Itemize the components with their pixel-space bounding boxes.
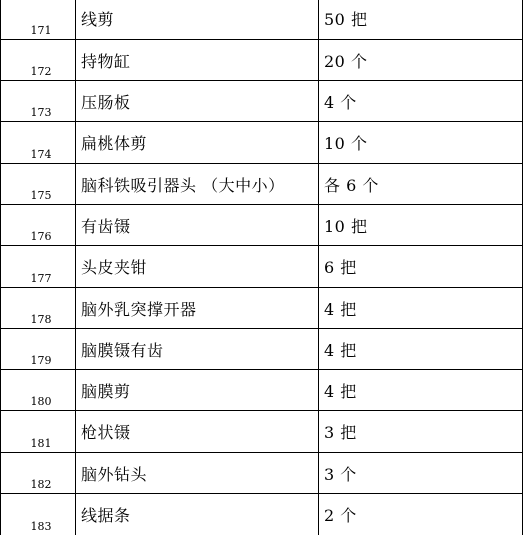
item-name-cell[interactable]: 脑科铁吸引器头 （大中小） bbox=[76, 163, 319, 204]
table-row bbox=[1, 246, 523, 287]
item-name-cell[interactable]: 脑膜剪 bbox=[76, 370, 319, 411]
row-number-cell[interactable]: 172 bbox=[1, 39, 76, 80]
row-number-cell[interactable]: 179 bbox=[1, 328, 76, 369]
row-number-cell[interactable]: 173 bbox=[1, 81, 76, 122]
quantity-cell[interactable]: 4 个 bbox=[319, 81, 523, 122]
item-name-cell[interactable]: 头皮夹钳 bbox=[76, 246, 319, 287]
table-row bbox=[1, 81, 523, 122]
table-row bbox=[1, 39, 523, 80]
item-name-cell[interactable]: 枪状镊 bbox=[76, 411, 319, 452]
table-row bbox=[1, 452, 523, 493]
table-row bbox=[1, 0, 523, 39]
row-number-cell[interactable]: 178 bbox=[1, 287, 76, 328]
table-row bbox=[1, 204, 523, 245]
quantity-cell[interactable]: 3 把 bbox=[319, 411, 523, 452]
quantity-cell[interactable]: 10 把 bbox=[319, 204, 523, 245]
table-row bbox=[1, 370, 523, 411]
row-number-cell[interactable]: 180 bbox=[1, 370, 76, 411]
item-name-cell[interactable]: 持物缸 bbox=[76, 39, 319, 80]
item-name-cell[interactable]: 脑外乳突撑开器 bbox=[76, 287, 319, 328]
row-number-cell[interactable]: 171 bbox=[1, 0, 76, 39]
row-number-cell[interactable]: 177 bbox=[1, 246, 76, 287]
item-name-cell[interactable]: 脑外钻头 bbox=[76, 452, 319, 493]
item-name-cell[interactable]: 线据条 bbox=[76, 494, 319, 535]
row-number-cell[interactable]: 182 bbox=[1, 452, 76, 493]
quantity-cell[interactable]: 3 个 bbox=[319, 452, 523, 493]
table-row bbox=[1, 328, 523, 369]
table-row bbox=[1, 122, 523, 163]
quantity-cell[interactable]: 10 个 bbox=[319, 122, 523, 163]
row-number-cell[interactable]: 183 bbox=[1, 494, 76, 535]
quantity-cell[interactable]: 4 把 bbox=[319, 328, 523, 369]
row-number-cell[interactable]: 174 bbox=[1, 122, 76, 163]
item-name-cell[interactable]: 压肠板 bbox=[76, 81, 319, 122]
quantity-cell[interactable]: 4 把 bbox=[319, 370, 523, 411]
item-name-cell[interactable]: 有齿镊 bbox=[76, 204, 319, 245]
row-number-cell[interactable]: 181 bbox=[1, 411, 76, 452]
quantity-cell[interactable]: 各 6 个 bbox=[319, 163, 523, 204]
item-name-cell[interactable]: 脑膜镊有齿 bbox=[76, 328, 319, 369]
table-row bbox=[1, 163, 523, 204]
quantity-cell[interactable]: 50 把 bbox=[319, 0, 523, 39]
row-number-cell[interactable]: 175 bbox=[1, 163, 76, 204]
quantity-cell[interactable]: 20 个 bbox=[319, 39, 523, 80]
table-row bbox=[1, 494, 523, 535]
item-name-cell[interactable]: 扁桃体剪 bbox=[76, 122, 319, 163]
quantity-cell[interactable]: 6 把 bbox=[319, 246, 523, 287]
quantity-cell[interactable]: 2 个 bbox=[319, 494, 523, 535]
row-number-cell[interactable]: 176 bbox=[1, 204, 76, 245]
table-row bbox=[1, 287, 523, 328]
table-row bbox=[1, 411, 523, 452]
item-name-cell[interactable]: 线剪 bbox=[76, 0, 319, 39]
quantity-cell[interactable]: 4 把 bbox=[319, 287, 523, 328]
